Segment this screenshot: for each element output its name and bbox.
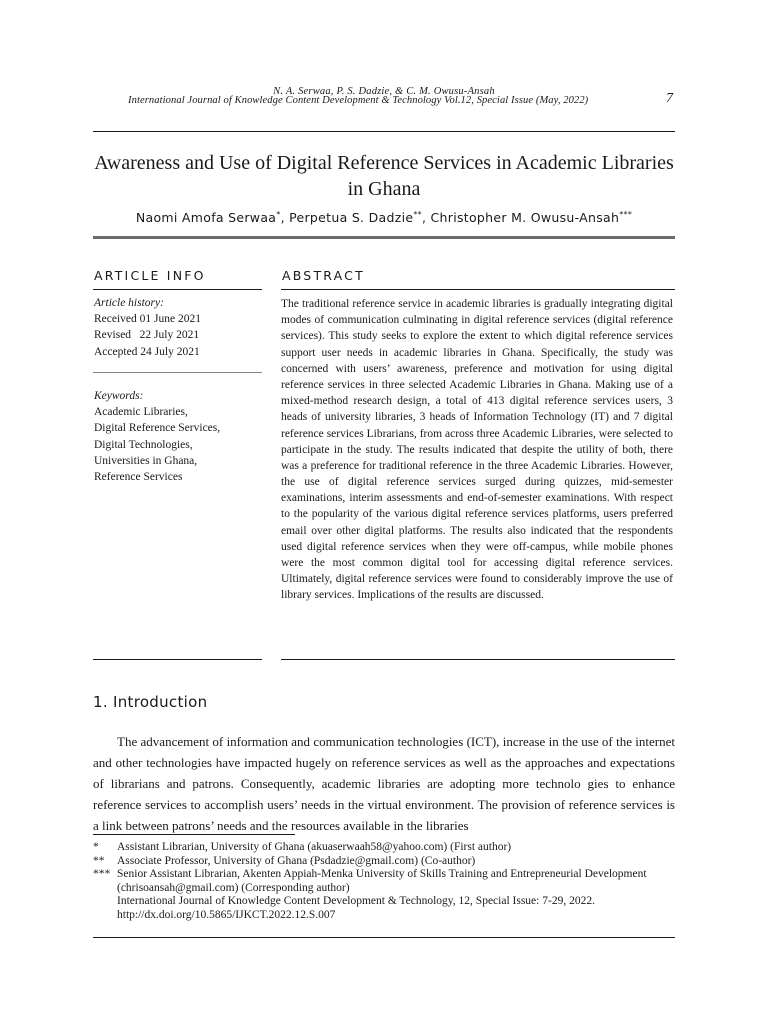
article-info-heading: ARTICLE INFO [94,268,206,283]
doi-link[interactable]: http://dx.doi.org/10.5865/IJKCT.2022.12.S.007 [117,908,336,921]
section-heading-introduction: 1. Introduction [93,693,208,711]
footnote-rule [93,834,295,835]
footnote-text: Senior Assistant Librarian, Akenten Appiah-Menka University of Skills Training and Entrepreneurial Development (chrisoansah@gmail.com) (Corresponding author) [117,868,647,894]
footnote-mark [93,895,117,909]
revised-date: Revised 22 July 2021 [94,329,200,342]
author-name: Naomi Amofa Serwaa [135,210,277,226]
paper-title: Awareness and Use of Digital Reference Services in Academic Libraries in Ghana [94,152,674,200]
footnote [93,841,675,855]
footnotes [93,841,675,923]
footnote [93,868,675,895]
footnote [93,895,675,909]
abstract-rule [281,289,675,290]
keyword-item: Digital Reference Services, [94,422,221,435]
article-info-rule [93,289,262,290]
received-date: Received 01 June 2021 [94,313,201,326]
author-name: Perpetua S. Dadzie [289,210,414,226]
abstract-text: The traditional reference service in academic libraries is gradually integrating digital modes of communication culminating in digital reference services (digital reference services). This study seeks to explore the extent to which digital reference services support user needs in academic libraries in Ghana. Specifically, the study was concerned with users’ awareness, preference and motivation for using digital reference services in three selected Academic Libraries in Ghana. Making use of a mixed-method research design, a total of 413 digital reference services users, 3 heads of university libraries, 3 heads of Information Technology (IT) and 7 digital reference services Librarians, from across three Academic Libraries, were selected to participate in the study. The results indicated that despite the utility of both, there was a preference for traditional reference in the three Academic Libraries. However, the use of digital reference services surged during quizzes, mid-semester examinations, interim assessments and end-of-semester examinations. With respect to the popularity of the various digital reference services platforms, users preferred email over other digital platforms. The results also indicated that the respondents used digital reference services when they were off-campus, while mobile phones were the most common digital tool for accessing digital reference services. Ultimately, digital reference services were found to considerably improve the use of library services. Implications of the results are discussed. [281,298,673,602]
author-mark: ** [413,210,422,219]
keyword-item: Universities in Ghana, [94,454,198,467]
author-name: Christopher M. Owusu-Ansah [430,210,620,226]
running-header-journal: International Journal of Knowledge Content Development & Technology Vol.12, Special Issue (May, 2022) [128,95,589,106]
keyword-item: Digital Technologies, [94,438,193,451]
introduction-body [93,731,675,836]
footnote [93,855,675,869]
introduction-paragraph: The advancement of information and communication technologies (ICT), increase in the use of the internet and other technologies have impacted hugely on reference services as well as the approaches and expectations of librarians and patrons. Consequently, academic libraries are adopting more technolo gies to enhance reference services to accomplish users’ needs in the virtual environment. The provision of reference services is a link between patrons’ needs and the resources available in the libraries [93,734,675,833]
journal-citation: International Journal of Knowledge Content Development & Technology, 12, Special Issue: 7-29, 2022. [117,895,595,908]
header-rule [93,131,675,132]
page-number: 7 [666,91,673,106]
history-divider [93,372,262,373]
article-info-bottom-rule [93,659,262,660]
article-history-label: Article history: [94,297,164,309]
article-history [94,295,262,360]
footnote-text: Associate Professor, University of Ghana (Psdadzie@gmail.com) (Co-author) [117,854,476,867]
keyword-item: Reference Services [94,471,183,484]
abstract-heading: ABSTRACT [282,268,365,283]
footnote-mark: * [93,841,99,853]
footnote [93,909,675,923]
keyword-item: Academic Libraries, [94,406,188,419]
footnote-mark: ** [93,854,105,867]
abstract-bottom-rule [281,659,675,660]
footnote-text: Assistant Librarian, University of Ghana (akuaserwaah58@yahoo.com) (First author) [117,841,512,853]
footnote-mark: *** [93,868,111,881]
author-line: Naomi Amofa Serwaa*, Perpetua S. Dadzie**, Christopher M. Owusu-Ansah*** [135,210,633,226]
author-mark: *** [619,210,633,219]
author-mark: * [276,210,281,219]
keywords-block [94,388,262,485]
keywords-label: Keywords: [94,390,144,402]
running-header-authors: N. A. Serwaa, P. S. Dadzie, & C. M. Owusu-Ansah [273,86,495,97]
footnote-mark [93,909,117,923]
accepted-date: Accepted 24 July 2021 [94,345,200,358]
footer-rule [93,937,675,938]
title-thick-rule [93,236,675,239]
